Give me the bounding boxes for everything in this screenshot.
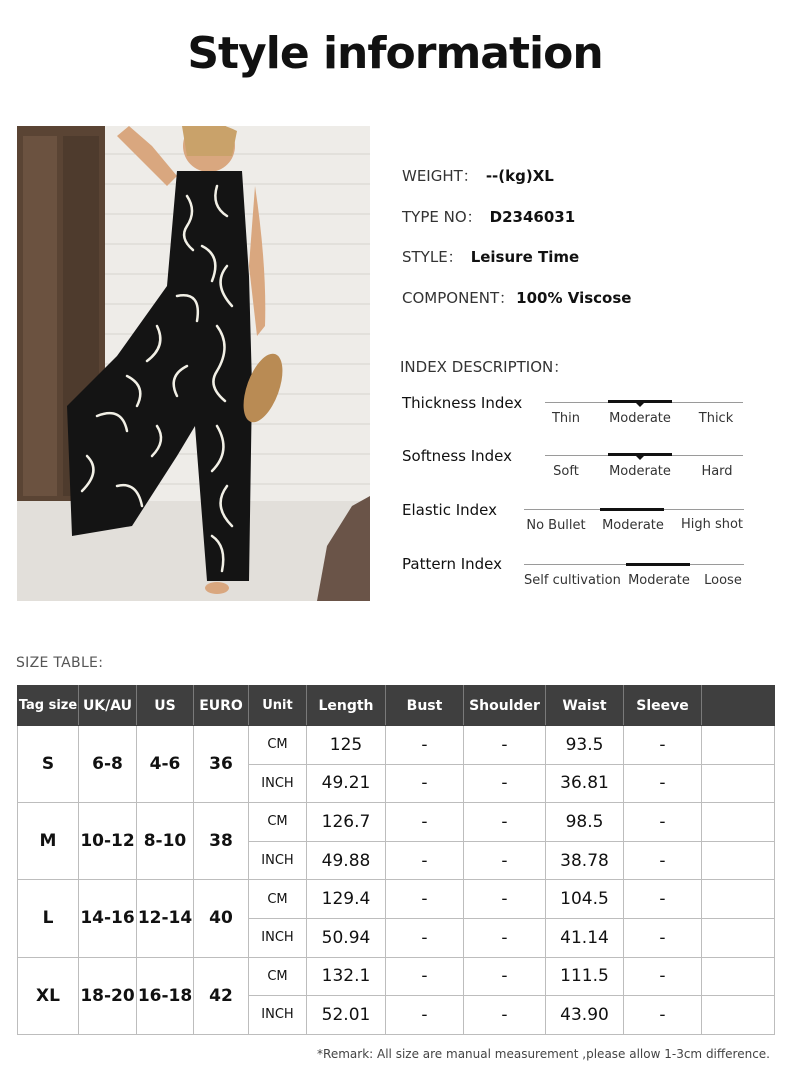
length-cell: 49.88 [307,841,386,880]
extra-cell [702,841,775,880]
sleeve-cell: - [624,918,702,957]
bust-cell: - [386,918,464,957]
table-header: Tag size [18,686,79,726]
sleeve-cell: - [624,764,702,803]
sleeve-cell: - [624,841,702,880]
style-row [402,246,579,267]
length-cell: 126.7 [307,803,386,842]
table-header: Unit [249,686,307,726]
index-name: Thickness Index [402,394,523,412]
index-selected-marker [600,508,664,511]
tag-size-cell: L [18,880,79,957]
index-description-label: INDEX DESCRIPTION： [400,358,569,376]
waist-cell: 41.14 [546,918,624,957]
tag-size-cell: XL [18,957,79,1034]
weight-label: WEIGHT： [402,167,478,185]
table-header: US [137,686,194,726]
table-header-row [18,686,775,726]
us-cell: 8-10 [137,803,194,880]
index-option: High shot [680,517,744,532]
index-option: Thick [698,411,734,426]
waist-cell: 38.78 [546,841,624,880]
uk-au-cell: 18-20 [79,957,137,1034]
table-header: Waist [546,686,624,726]
bust-cell: - [386,880,464,919]
extra-cell [702,726,775,765]
uk-au-cell: 10-12 [79,803,137,880]
length-cell: 129.4 [307,880,386,919]
length-cell: 52.01 [307,996,386,1035]
unit-cell: CM [249,726,307,765]
shoulder-cell: - [464,841,546,880]
waist-cell: 111.5 [546,957,624,996]
table-header: Length [307,686,386,726]
euro-cell: 40 [194,880,249,957]
length-cell: 50.94 [307,918,386,957]
table-row [18,726,775,765]
table-header: EURO [194,686,249,726]
waist-cell: 93.5 [546,726,624,765]
unit-cell: INCH [249,764,307,803]
index-caret-icon [636,403,644,407]
index-selected-marker [626,563,690,566]
weight-row [402,165,554,186]
unit-cell: INCH [249,918,307,957]
shoulder-cell: - [464,803,546,842]
unit-cell: CM [249,880,307,919]
style-label: STYLE： [402,248,463,266]
shoulder-cell: - [464,726,546,765]
type-no-label: TYPE NO： [402,208,482,226]
index-option: Loose [704,573,742,588]
index-name: Elastic Index [402,501,498,519]
sleeve-cell: - [624,803,702,842]
remark-note: *Remark: All size are manual measurement ,please allow 1-3cm difference. [317,1047,770,1061]
us-cell: 12-14 [137,880,194,957]
index-option: Moderate [609,464,671,479]
table-row [18,803,775,842]
index-option: Moderate [609,411,671,426]
uk-au-cell: 14-16 [79,880,137,957]
component-label: COMPONENT： [402,289,515,307]
thickness-index [400,394,760,438]
table-header: UK/AU [79,686,137,726]
waist-cell: 43.90 [546,996,624,1035]
size-table-label: SIZE TABLE: [16,655,104,671]
page-title: Style information [187,28,603,79]
unit-cell: INCH [249,996,307,1035]
us-cell: 16-18 [137,957,194,1034]
index-name: Pattern Index [402,555,503,573]
table-row [18,957,775,996]
unit-cell: INCH [249,841,307,880]
tag-size-cell: M [18,803,79,880]
elastic-index [400,501,760,545]
length-cell: 132.1 [307,957,386,996]
component-value: 100% Viscose [516,289,632,307]
bust-cell: - [386,841,464,880]
euro-cell: 38 [194,803,249,880]
extra-cell [702,957,775,996]
bust-cell: - [386,996,464,1035]
product-photo [17,126,370,601]
shoulder-cell: - [464,880,546,919]
size-table [17,685,775,1035]
softness-index [400,447,760,491]
extra-cell [702,803,775,842]
sleeve-cell: - [624,996,702,1035]
unit-cell: CM [249,957,307,996]
extra-cell [702,880,775,919]
bust-cell: - [386,764,464,803]
extra-cell [702,918,775,957]
index-name: Softness Index [402,447,513,465]
length-cell: 125 [307,726,386,765]
bust-cell: - [386,803,464,842]
euro-cell: 42 [194,957,249,1034]
table-header: Shoulder [464,686,546,726]
sleeve-cell: - [624,880,702,919]
table-row [18,880,775,919]
component-row [402,287,631,308]
length-cell: 49.21 [307,764,386,803]
index-option: Thin [551,411,581,426]
index-option: No Bullet [526,518,586,533]
pattern-index [400,555,760,599]
shoulder-cell: - [464,957,546,996]
euro-cell: 36 [194,726,249,803]
us-cell: 4-6 [137,726,194,803]
table-header: Sleeve [624,686,702,726]
index-option: Soft [553,464,579,479]
waist-cell: 104.5 [546,880,624,919]
unit-cell: CM [249,803,307,842]
index-option: Moderate [602,518,664,533]
table-header: Bust [386,686,464,726]
extra-cell [702,764,775,803]
type-no-row [402,206,575,227]
shoulder-cell: - [464,764,546,803]
table-header [702,686,775,726]
shoulder-cell: - [464,918,546,957]
waist-cell: 36.81 [546,764,624,803]
sleeve-cell: - [624,957,702,996]
uk-au-cell: 6-8 [79,726,137,803]
style-value: Leisure Time [470,248,580,266]
weight-value: --(kg)XL [485,167,554,185]
type-no-value: D2346031 [489,208,576,226]
shoulder-cell: - [464,996,546,1035]
bust-cell: - [386,726,464,765]
tag-size-cell: S [18,726,79,803]
index-option: Hard [701,464,733,479]
waist-cell: 98.5 [546,803,624,842]
extra-cell [702,996,775,1035]
bust-cell: - [386,957,464,996]
index-caret-icon [636,456,644,460]
index-option: Self cultivation [524,573,621,588]
index-option: Moderate [628,573,690,588]
sleeve-cell: - [624,726,702,765]
